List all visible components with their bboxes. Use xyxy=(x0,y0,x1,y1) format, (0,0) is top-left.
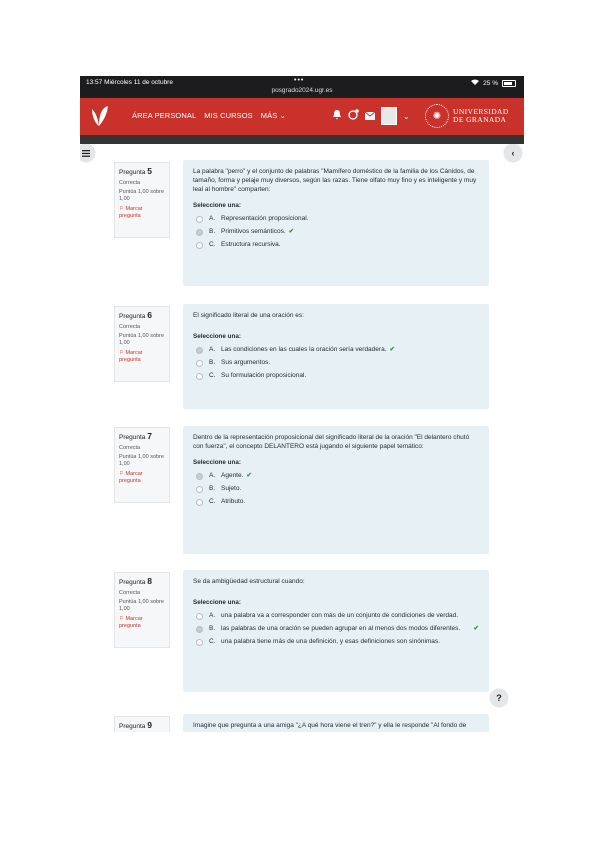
system-indicators xyxy=(471,79,516,87)
question-label: Pregunta xyxy=(119,723,146,730)
menu-area-personal[interactable]: ÁREA PERSONAL xyxy=(132,111,197,120)
university-crest-icon: ✺ xyxy=(425,104,449,128)
option-letter: C. xyxy=(209,372,216,379)
question-text-obscured: viene el tren?" y xyxy=(335,722,382,729)
block-drawer-button[interactable] xyxy=(504,144,522,162)
answer-option[interactable] xyxy=(193,227,479,236)
question-status: Correcta xyxy=(119,445,141,451)
flag-question-label: Marcar pregunta xyxy=(119,616,143,629)
radio-button[interactable] xyxy=(196,626,203,633)
option-letter: C. xyxy=(209,498,216,505)
option-text: Primitivos semánticos. xyxy=(221,228,286,235)
radio-button[interactable] xyxy=(196,216,203,223)
option-letter: B. xyxy=(209,228,216,235)
question-info-5 xyxy=(114,162,170,238)
select-label: Seleccione una: xyxy=(193,599,241,606)
question-status: Correcta xyxy=(119,180,141,186)
question-text-start: Imagine que pregunta a una amiga "¿A qué hora xyxy=(193,722,336,729)
radio-button[interactable] xyxy=(196,242,203,249)
wifi-icon xyxy=(471,79,479,87)
leaf-logo-icon[interactable] xyxy=(88,104,112,133)
battery-icon xyxy=(502,80,516,87)
option-text: Estructura recursiva. xyxy=(221,241,281,248)
answer-option[interactable] xyxy=(193,484,479,493)
answer-option[interactable] xyxy=(193,637,479,646)
university-logo[interactable] xyxy=(425,104,509,128)
help-button[interactable] xyxy=(490,689,508,707)
radio-button[interactable] xyxy=(196,347,203,354)
radio-button[interactable] xyxy=(196,473,203,480)
radio-button[interactable] xyxy=(196,639,203,646)
option-letter: A. xyxy=(209,472,216,479)
answer-option[interactable] xyxy=(193,471,479,480)
checkmark-icon: ✔ xyxy=(473,625,479,632)
option-letter: A. xyxy=(209,612,216,619)
question-info-6 xyxy=(114,306,170,382)
option-text: Las condiciones en las cuales la oración sería verdadera. xyxy=(221,346,387,353)
menu-mas[interactable] xyxy=(261,111,286,120)
question-label: Pregunta xyxy=(119,313,146,320)
option-letter: B. xyxy=(209,485,216,492)
mail-icon[interactable] xyxy=(365,107,375,125)
select-label: Seleccione una: xyxy=(193,202,241,209)
question-info-9 xyxy=(114,716,170,732)
menu-mas-label: MÁS xyxy=(260,111,278,120)
question-number: 8 xyxy=(147,576,152,586)
flag-icon: ⚐ xyxy=(119,471,124,477)
checkmark-icon: ✔ xyxy=(288,228,295,235)
radio-button[interactable] xyxy=(196,499,203,506)
option-text: las palabras de una oración se pueden agrupar en al menos dos modos diferentes. xyxy=(221,625,461,632)
flag-question-link[interactable] xyxy=(119,471,165,485)
option-text: una palabra tiene más de una definición, y esas definiciones son sinónimas. xyxy=(221,638,440,645)
drawer-toggle-button[interactable] xyxy=(80,144,95,162)
chevron-left-icon: ‹ xyxy=(511,148,515,158)
university-name-line1: UNIVERSIDAD xyxy=(453,106,509,116)
option-letter: A. xyxy=(209,215,216,222)
flag-question-link[interactable] xyxy=(119,206,165,220)
avatar-chevron-icon[interactable]: ⌄ xyxy=(403,111,410,121)
flag-icon: ⚐ xyxy=(119,616,124,622)
radio-button[interactable] xyxy=(196,360,203,367)
flag-question-label: Marcar pregunta xyxy=(119,471,143,484)
answer-option[interactable] xyxy=(193,345,479,354)
nav-icons xyxy=(332,107,410,125)
question-label: Pregunta xyxy=(119,434,146,441)
option-text: Sus argumentos. xyxy=(221,359,271,366)
option-text: Atributo. xyxy=(221,498,246,505)
university-name xyxy=(453,108,509,125)
answer-option[interactable] xyxy=(193,371,479,380)
question-card-7 xyxy=(183,426,489,554)
option-letter: C. xyxy=(209,241,216,248)
select-label: Seleccione una: xyxy=(193,459,241,466)
menu-mis-cursos[interactable]: MIS CURSOS xyxy=(204,111,253,120)
flag-icon: ⚐ xyxy=(119,350,124,356)
status-time: 13:57 Miércoles 11 de octubre xyxy=(86,79,173,86)
nav-shadow-band xyxy=(80,135,524,144)
option-text: una palabra va a corresponder con más de un conjunto de condiciones de verdad. xyxy=(221,612,459,619)
option-letter: C. xyxy=(209,638,216,645)
bell-icon[interactable] xyxy=(332,107,342,125)
main-menu xyxy=(132,111,286,120)
hamburger-icon xyxy=(82,150,90,157)
top-navbar xyxy=(80,98,524,135)
flag-question-label: Marcar pregunta xyxy=(119,350,143,363)
option-text: Su formulación proposicional. xyxy=(221,372,307,379)
help-icon: ? xyxy=(496,693,502,703)
flag-question-link[interactable] xyxy=(119,616,165,630)
checkmark-icon: ✔ xyxy=(389,346,395,353)
question-label: Pregunta xyxy=(119,169,146,176)
option-text: Sujeto. xyxy=(221,485,242,492)
answer-option[interactable] xyxy=(193,240,479,249)
select-label: Seleccione una: xyxy=(193,333,241,340)
question-text: La palabra "perro" y el conjunto de palabras "Mamífero doméstico de la familia de los Cánidos, de tamaño, forma y pelaje muy diversos, según las razas. Tiene olfato muy fino y es inteligente y muy leal al hombre" comparten: xyxy=(193,168,477,193)
question-card-6 xyxy=(183,304,489,409)
university-name-line2: DE GRANADA xyxy=(453,115,507,124)
url-bar[interactable]: posgrado2024.ugr.es xyxy=(271,87,333,94)
question-number: 9 xyxy=(147,720,152,730)
question-status: Correcta xyxy=(119,324,141,330)
option-text: Representación proposicional. xyxy=(221,215,309,222)
answer-option[interactable] xyxy=(193,624,479,633)
question-number: 7 xyxy=(147,431,152,441)
question-number: 5 xyxy=(147,166,152,176)
flag-icon: ⚐ xyxy=(119,206,124,212)
question-text-end: ella le responde "Al fondo de xyxy=(381,722,467,729)
question-text xyxy=(193,721,479,730)
radio-button[interactable] xyxy=(196,486,203,493)
checkmark-icon: ✔ xyxy=(246,472,252,479)
option-letter: A. xyxy=(209,346,216,353)
radio-button[interactable] xyxy=(196,229,203,236)
radio-button[interactable] xyxy=(196,373,203,380)
question-info-8 xyxy=(114,572,170,648)
radio-button[interactable] xyxy=(196,613,203,620)
chat-icon[interactable] xyxy=(348,107,359,125)
status-bar xyxy=(80,76,524,98)
question-score: Puntúa 1,00 sobre 1,00 xyxy=(119,454,164,467)
question-text: Dentro de la representación proposicional del significado literal de la oración "El delantero chutó con fuerza", el concepto DELANTERO está jugando el siguiente papel temático: xyxy=(193,434,470,450)
answer-option[interactable] xyxy=(193,358,479,367)
avatar[interactable] xyxy=(381,107,397,125)
flag-question-link[interactable] xyxy=(119,350,165,364)
question-text: Se da ambigüedad estructural cuando: xyxy=(193,578,305,585)
option-letter: B. xyxy=(209,625,216,632)
question-card-9 xyxy=(183,714,489,732)
option-letter: B. xyxy=(209,359,216,366)
question-card-8 xyxy=(183,570,489,692)
question-text: El significado literal de una oración es: xyxy=(193,312,304,319)
answer-option[interactable] xyxy=(193,214,479,223)
flag-question-label: Marcar pregunta xyxy=(119,206,143,219)
answer-option[interactable] xyxy=(193,611,479,620)
chevron-down-icon: ⌄ xyxy=(279,111,286,120)
question-status: Correcta xyxy=(119,590,141,596)
tablet-screen xyxy=(80,76,524,732)
option-text: Agente. xyxy=(221,472,244,479)
question-card-5 xyxy=(183,160,489,286)
question-score: Puntúa 1,00 sobre 1,00 xyxy=(119,189,164,202)
question-label: Pregunta xyxy=(119,579,146,586)
battery-percent: 25 % xyxy=(483,79,498,87)
multitask-dots[interactable]: ••• xyxy=(294,77,305,84)
question-score: Puntúa 1,00 sobre 1,00 xyxy=(119,599,164,612)
answer-option[interactable] xyxy=(193,497,479,506)
question-number: 6 xyxy=(147,310,152,320)
question-score: Puntúa 1,00 sobre 1,00 xyxy=(119,333,164,346)
question-info-7 xyxy=(114,427,170,503)
